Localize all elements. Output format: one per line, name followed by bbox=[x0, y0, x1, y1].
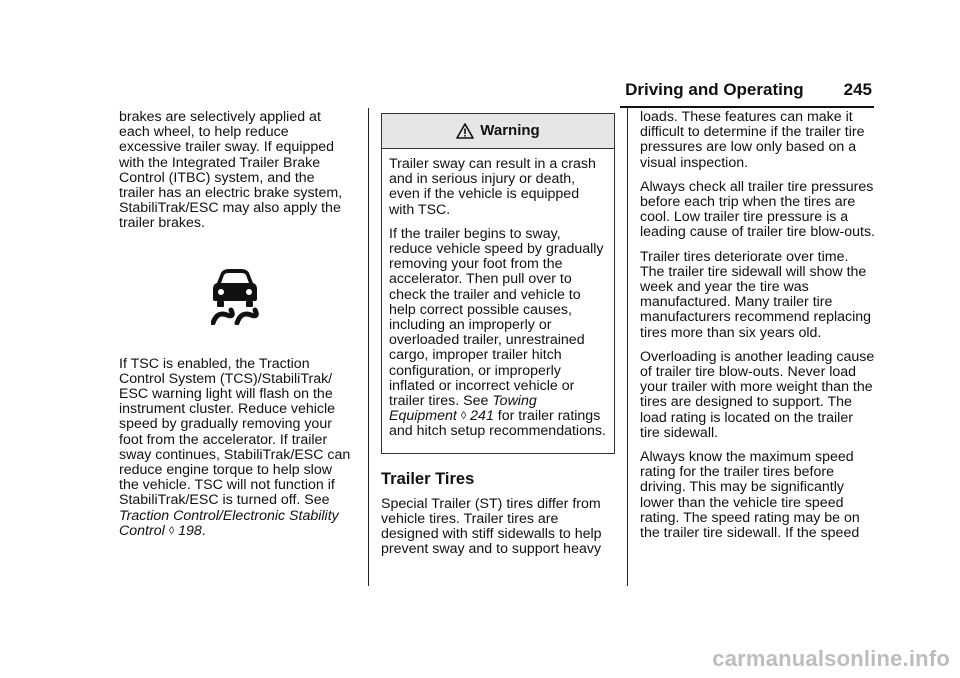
icon-container bbox=[119, 241, 351, 351]
section-title: Driving and Operating bbox=[625, 80, 804, 99]
column-3 bbox=[640, 110, 876, 550]
column-1 bbox=[119, 110, 351, 548]
column-divider bbox=[368, 108, 369, 586]
paragraph: Trailer sway can result in a crash and in serious injury or death, even if the vehicle is equipped with TSC. bbox=[389, 156, 596, 218]
column-2 bbox=[381, 110, 615, 567]
warning-box bbox=[381, 113, 615, 454]
paragraph: If the trailer begins to sway, reduce vehicle speed by gradually removing your foot from the accelerator. Then pull over to check the trailer and vehicle to help correct possible causes, including an improperly or overloaded trailer, unrestrained cargo, improper trailer hitch configuration, or improperly inflated or incorrect vehicle or trailer tires. See Towing Equipment ◊ 241 for trailer ratings and hitch setup recommendations. bbox=[389, 225, 606, 440]
paragraph: brakes are selectively applied at each wheel, to help reduce excessive trailer sway. If equipped with the Integrated Trailer Brake Control (ITBC) system, and the trailer has an electric brake system, StabiliTrak/ESC may also apply the trailer brakes. bbox=[119, 109, 343, 232]
warning-triangle-icon bbox=[456, 123, 474, 139]
cross-reference-link[interactable]: Traction Control/Electronic Stability Control ◊ 198 bbox=[119, 507, 339, 539]
warning-header bbox=[382, 114, 614, 149]
page-header bbox=[625, 80, 872, 104]
paragraph: Trailer tires deteriorate over time. The trailer tire sidewall will show the week and year the tire was manufactured. Many trailer tire manufacturers recommend replacing tires more than six years old. bbox=[640, 248, 872, 341]
column-divider bbox=[627, 108, 628, 586]
paragraph: Always know the maximum speed rating for the trailer tires before driving. This may be significantly lower than the vehicle tire speed rating. The speed rating may be on the trailer tire sidewall. If the speed bbox=[640, 449, 860, 542]
warning-title: Warning bbox=[480, 122, 540, 140]
section-heading: Trailer Tires bbox=[381, 469, 475, 488]
paragraph: Always check all trailer tire pressures before each trip when the tires are cool. Low trailer tire pressure is a leading cause of trailer tire blow-outs. bbox=[640, 178, 876, 241]
page-number: 245 bbox=[843, 80, 872, 99]
watermark: carmanualsonline.info bbox=[712, 646, 950, 671]
paragraph: Special Trailer (ST) tires differ from vehicle tires. Trailer tires are designed with stiff sidewalls to help prevent sway and to support heavy bbox=[381, 495, 602, 558]
paragraph: If TSC is enabled, the Traction Control System (TCS)/StabiliTrak/ ESC warning light will flash on the instrument cluster. Reduce vehicle speed by gradually removing your foot from the accelerator. If trailer sway continues, StabiliTrak/ESC can reduce engine torque to help slow the vehicle. TSC will not function if StabiliTrak/ESC is turned off. See Traction Control/Electronic Stability Control ◊ 198. bbox=[119, 355, 351, 539]
cross-reference-link[interactable]: Towing Equipment ◊ 241 bbox=[389, 393, 537, 425]
paragraph: loads. These features can make it difficult to determine if the trailer tire pressures are low only based on a visual inspection. bbox=[640, 109, 865, 171]
paragraph: Overloading is another leading cause of trailer tire blow-outs. Never load your trailer with more weight than the tires are designed to support. The load rating is located on the trailer tire sidewall. bbox=[640, 348, 875, 441]
header-rule bbox=[620, 106, 874, 108]
warning-body bbox=[382, 149, 614, 453]
traction-control-skid-icon bbox=[211, 267, 259, 325]
